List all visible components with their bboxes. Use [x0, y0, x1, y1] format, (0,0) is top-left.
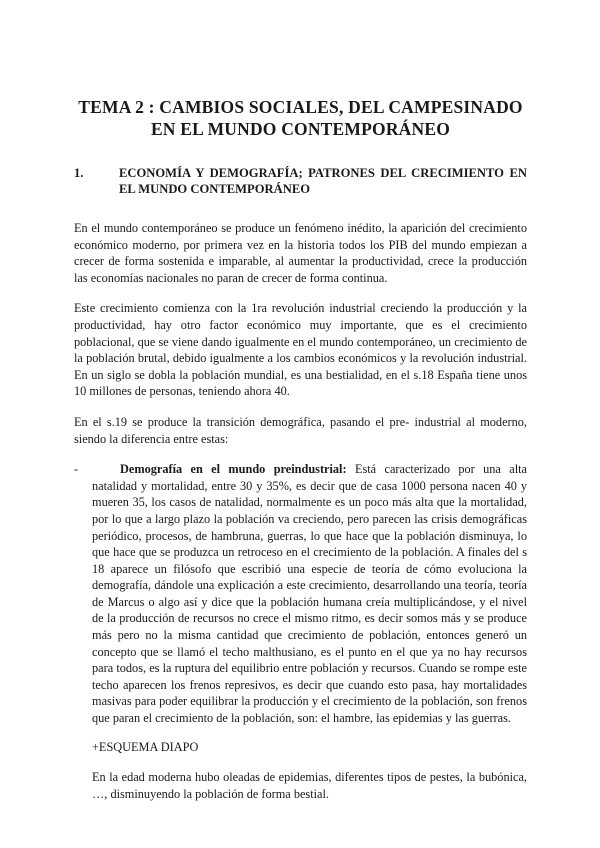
bullet-item [74, 461, 527, 727]
section-number: 1. [74, 166, 84, 180]
bullet-text: Está caracterizado por una alta natalidad y mortalidad, entre 30 y 35%, es decir que de casa 1000 persona nacen 40 y mueren 35, los casos de natalidad, normalmente es un poco más alta que la mortalidad, por lo que a largo plazo la población va creciendo, pero parecen las crisis demográficas periódico, procesos, de hambruna, guerras, lo que hace que la población disminuya, lo que hace que se produzca un retroceso en el crecimiento de la población. A finales del s 18 aparece un filósofo que escribió una especie de teoría de cómo evoluciona la demografía, dándole una explicación a este crecimiento, desarrollando una teoría, teoría de Marcus o algo así y dice que la población humana creía multiplicándose, y el nivel de la producción de recursos no crece el mismo ritmo, es decir somos más y se produce más pero no la misma cantidad que crecimiento de población, entonces generó un concepto que se llamó el techo malthusiano, es el punto en el que ya no hay recursos para todos, es la ruptura del equilibrio entre población y recursos. Cuando se rompe este techo aparecen los frenos represivos, es decir que cuando esto pasa, hay mortalidades masivas para poder equilibrar la producción y el crecimiento de la población, son frenos que paran el crecimiento de la población, son: el hambre, las epidemias y las guerras. [92, 462, 527, 726]
section-title: ECONOMÍA Y DEMOGRAFÍA; PATRONES DEL CRECIMIENTO EN EL MUNDO CONTEMPORÁNEO [119, 166, 527, 196]
title-line-2: EN EL MUNDO CONTEMPORÁNEO [150, 119, 451, 139]
paragraph-growth: Este crecimiento comienza con la 1ra revolución industrial creciendo la producción y la productividad, hay otro factor económico muy importante, que es el crecimiento poblacional, que se viene dando igualmente en el mundo contemporáneo, un crecimiento de la población brutal, debido igualmente a los cambios económicos y la revolución industrial. En un siglo se dobla la población mundial, es una bestialidad, en el s.18 España tiene unos 10 millones de personas, teniendo ahora 40. [74, 301, 527, 399]
section-heading [74, 165, 527, 197]
paragraph-transition: En el s.19 se produce la transición demográfica, pasando el pre- industrial al moderno, siendo la diferencia entre estas: [74, 414, 527, 446]
title-line-1: TEMA 2 : CAMBIOS SOCIALES, DEL CAMPESINADO [78, 97, 523, 117]
bullet-dash: - [74, 462, 79, 477]
paragraph-closing: En la edad moderna hubo oleadas de epidemias, diferentes tipos de pestes, la bubónica, …, disminuyendo la población de forma bestial. [92, 770, 527, 801]
document-title [74, 96, 527, 140]
bullet-content [92, 461, 527, 727]
paragraph-intro: En el mundo contemporáneo se produce un fenómeno inédito, la aparición del crecimiento económico moderno, por primera vez en la historia todos los PIB del mundo empiezan a crecer de forma sostenida e imparable, al aumentar la productividad, crece la producción las economías nacionales no paran de crecer de forma continua. [74, 221, 527, 285]
bullet-bold-lead: Demografía en el mundo preindustrial: [120, 462, 347, 477]
note-esquema: +ESQUEMA DIAPO [92, 739, 199, 754]
